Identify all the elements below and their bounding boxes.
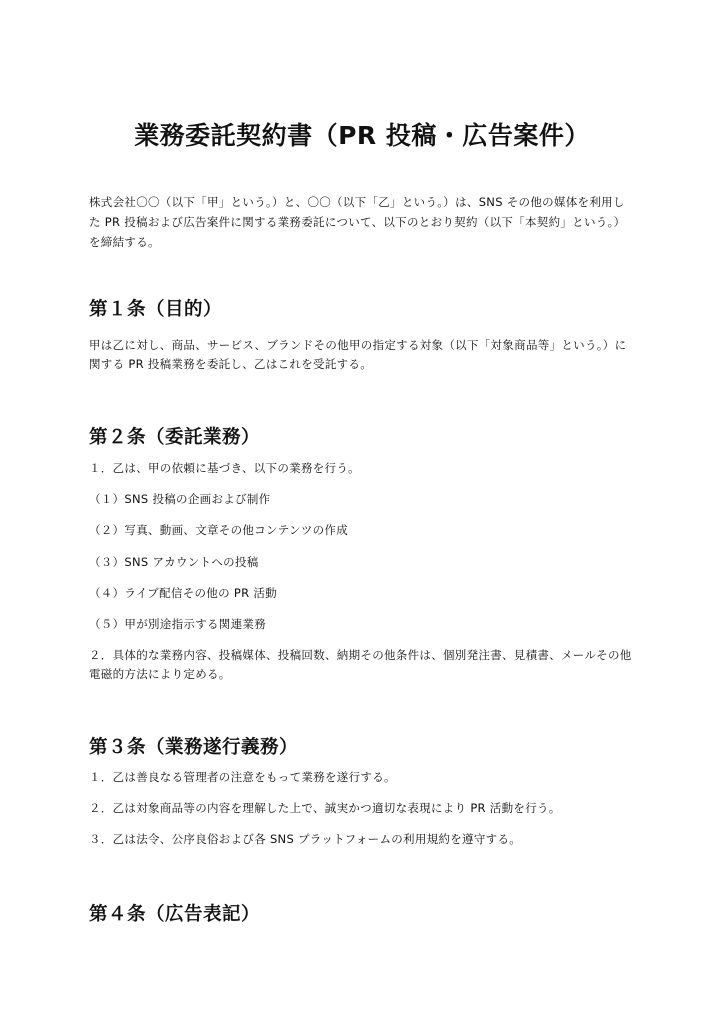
article-2-paragraph-1: １．乙は、甲の依頼に基づき、以下の業務を行う。 — [89, 461, 360, 475]
article-4-heading: 第４条（広告表記） — [89, 904, 261, 925]
article-2-item-1: （１）SNS 投稿の企画および制作 — [89, 492, 271, 506]
article-3-paragraph-1: １．乙は善良なる管理者の注意をもって業務を遂行する。 — [89, 770, 396, 784]
article-2-item-2: （２）写真、動画、文章その他コンテンツの作成 — [89, 523, 349, 537]
document-title: 業務委託契約書（PR 投稿・広告案件） — [134, 121, 590, 150]
article-2-heading: 第２条（委託業務） — [89, 427, 261, 448]
article-3-paragraph-2: ２．乙は対象商品等の内容を理解した上で、誠実かつ適切な表現により PR 活動を行う。 — [89, 801, 561, 815]
article-3-heading: 第３条（業務遂行義務） — [89, 737, 299, 758]
article-2-item-3: （３）SNS アカウントへの投稿 — [89, 555, 259, 569]
article-1-paragraph: 甲は乙に対し、商品、サービス、ブランドその他甲の指定する対象（以下「対象商品等」という。）に関する PR 投稿業務を委託し、乙はこれを受託する。 — [89, 338, 627, 371]
article-2-item-4: （４）ライブ配信その他の PR 活動 — [89, 586, 277, 600]
preamble-text: 株式会社〇〇（以下「甲」という。）と、〇〇（以下「乙」という。）は、SNS その他の媒体を利用した PR 投稿および広告案件に関する業務委託について、以下のとおり契約（以下「本契約」という。）を締結する。 — [89, 195, 626, 249]
article-1-heading: 第１条（目的） — [89, 299, 223, 320]
article-3-paragraph-3: ３．乙は法令、公序良俗および各 SNS プラットフォームの利用規約を遵守する。 — [89, 832, 522, 846]
article-2-item-5: （５）甲が別途指示する関連業務 — [89, 617, 266, 631]
article-2-paragraph-2: ２．具体的な業務内容、投稿媒体、投稿回数、納期その他条件は、個別発注書、見積書、メールその他電磁的方法により定める。 — [89, 648, 632, 681]
